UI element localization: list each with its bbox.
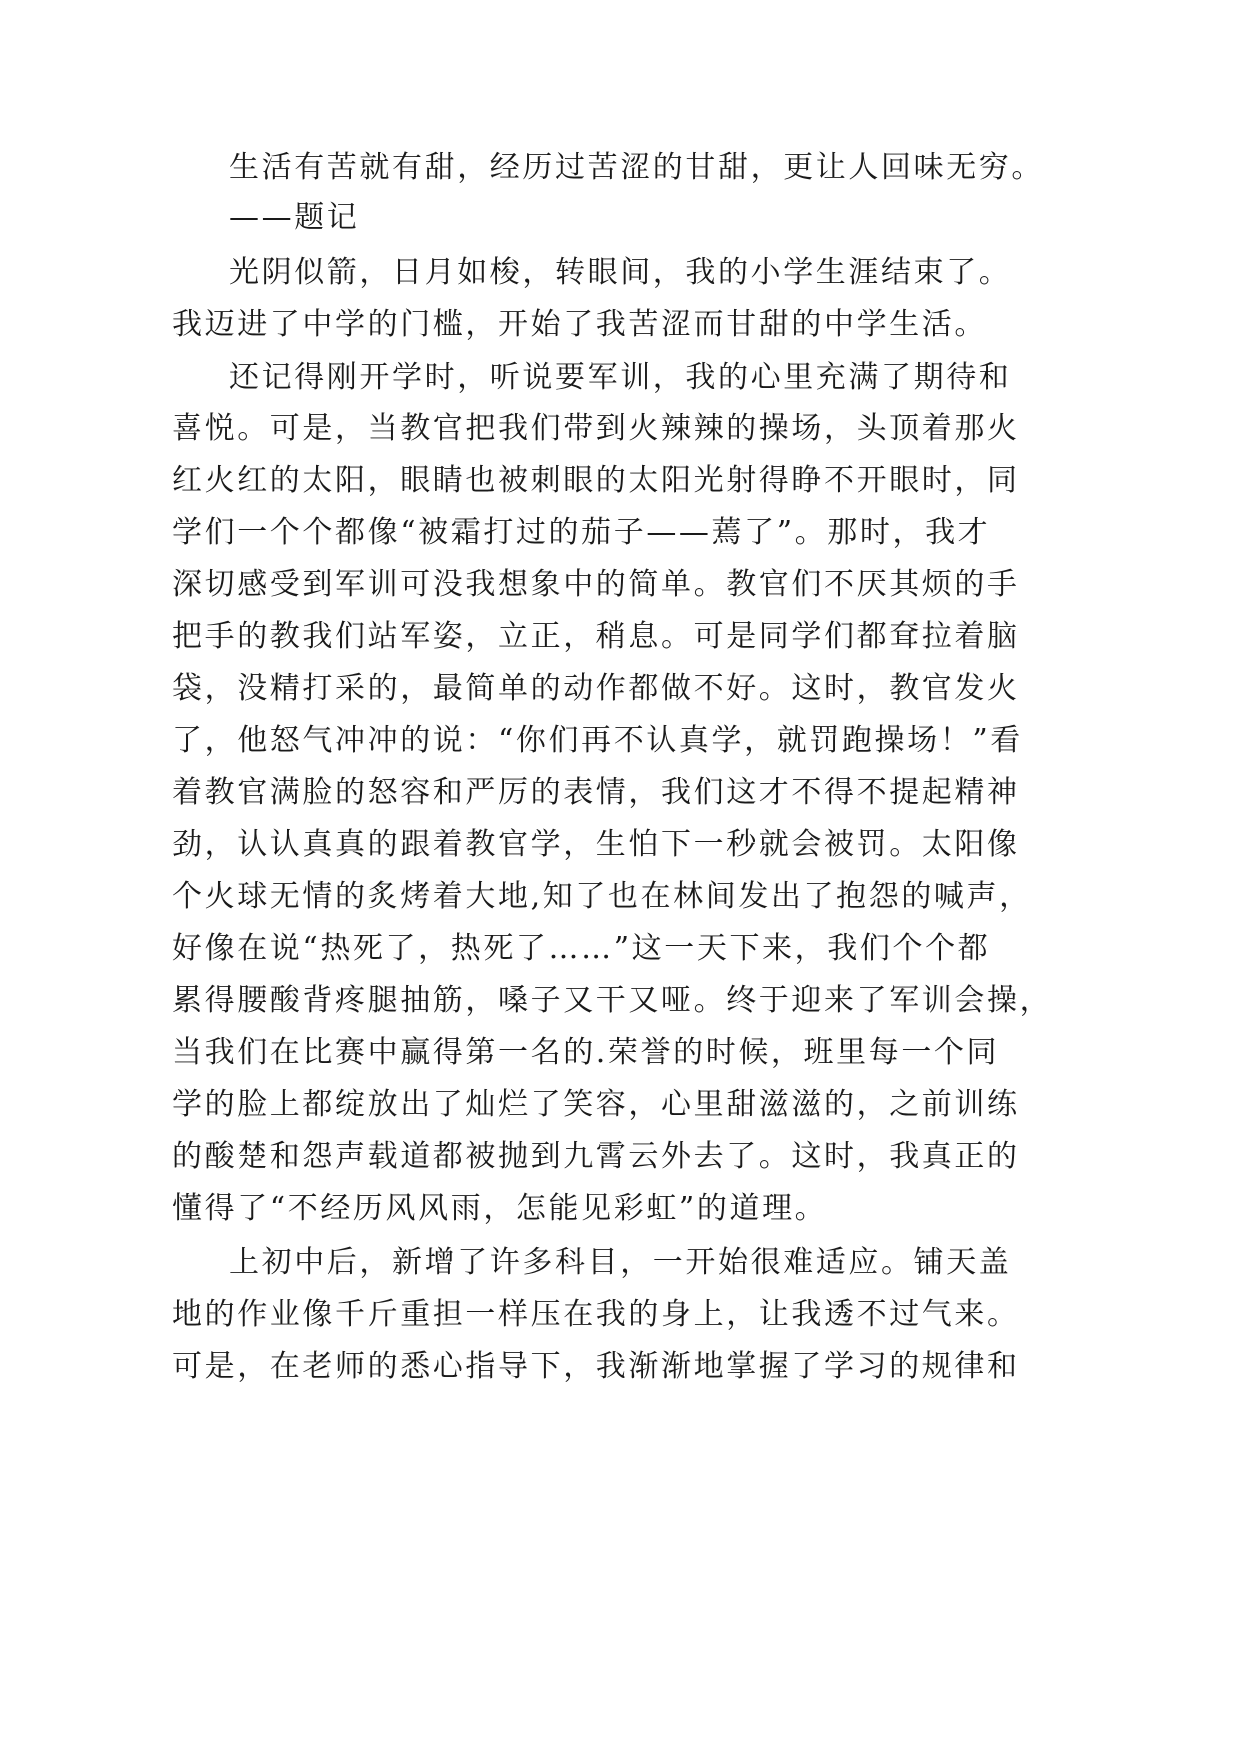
paragraph-line: 学们一个个都像“被霜打过的茄子——蔫了”。那时，我才 — [172, 515, 991, 550]
paragraph-line: 红火红的太阳，眼睛也被刺眼的太阳光射得睁不开眼时，同 — [172, 463, 1020, 498]
paragraph-line: 着教官满脸的怒容和严厉的表情，我们这才不得不提起精神 — [172, 775, 1020, 810]
paragraph-line: 还记得刚开学时，听说要军训，我的心里充满了期待和 — [229, 360, 1012, 395]
epigraph-attribution: ——题记 — [229, 200, 360, 235]
paragraph-line: 个火球无情的炙烤着大地,知了也在林间发出了抱怨的喊声， — [172, 879, 1032, 914]
paragraph-line: 我迈进了中学的门槛，开始了我苦涩而甘甜的中学生活。 — [172, 307, 987, 342]
epigraph-line: 生活有苦就有甜，经历过苦涩的甘甜，更让人回味无穷。 — [229, 150, 1044, 185]
paragraph-line: 累得腰酸背疼腿抽筋，嗓子又干又哑。终于迎来了军训会操， — [172, 983, 1053, 1018]
paragraph-line: 好像在说“热死了，热死了……”这一天下来，我们个个都 — [172, 931, 991, 966]
paragraph-line: 懂得了“不经历风风雨，怎能见彩虹”的道理。 — [172, 1191, 828, 1226]
paragraph-line: 把手的教我们站军姿，立正，稍息。可是同学们都耷拉着脑 — [172, 619, 1020, 654]
paragraph-line: 可是，在老师的悉心指导下，我渐渐地掌握了学习的规律和 — [172, 1349, 1020, 1384]
paragraph-line: 光阴似箭，日月如梭，转眼间，我的小学生涯结束了。 — [229, 255, 1012, 290]
paragraph-line: 劲，认认真真的跟着教官学，生怕下一秒就会被罚。太阳像 — [172, 827, 1020, 862]
paragraph-line: 地的作业像千斤重担一样压在我的身上，让我透不过气来。 — [172, 1297, 1020, 1332]
paragraph-line: 喜悦。可是，当教官把我们带到火辣辣的操场，头顶着那火 — [172, 411, 1020, 446]
paragraph-line: 深切感受到军训可没我想象中的简单。教官们不厌其烦的手 — [172, 567, 1020, 602]
paragraph-line: 当我们在比赛中赢得第一名的.荣誉的时候，班里每一个同 — [172, 1035, 1000, 1070]
paragraph-line: 的酸楚和怨声载道都被抛到九霄云外去了。这时，我真正的 — [172, 1139, 1020, 1174]
paragraph-line: 学的脸上都绽放出了灿烂了笑容，心里甜滋滋的，之前训练 — [172, 1087, 1020, 1122]
paragraph-line: 上初中后，新增了许多科目，一开始很难适应。铺天盖 — [229, 1245, 1012, 1280]
paragraph-line: 袋，没精打采的，最简单的动作都做不好。这时，教官发火 — [172, 671, 1020, 706]
paragraph-line: 了，他怒气冲冲的说：“你们再不认真学，就罚跑操场！”看 — [172, 723, 1023, 758]
